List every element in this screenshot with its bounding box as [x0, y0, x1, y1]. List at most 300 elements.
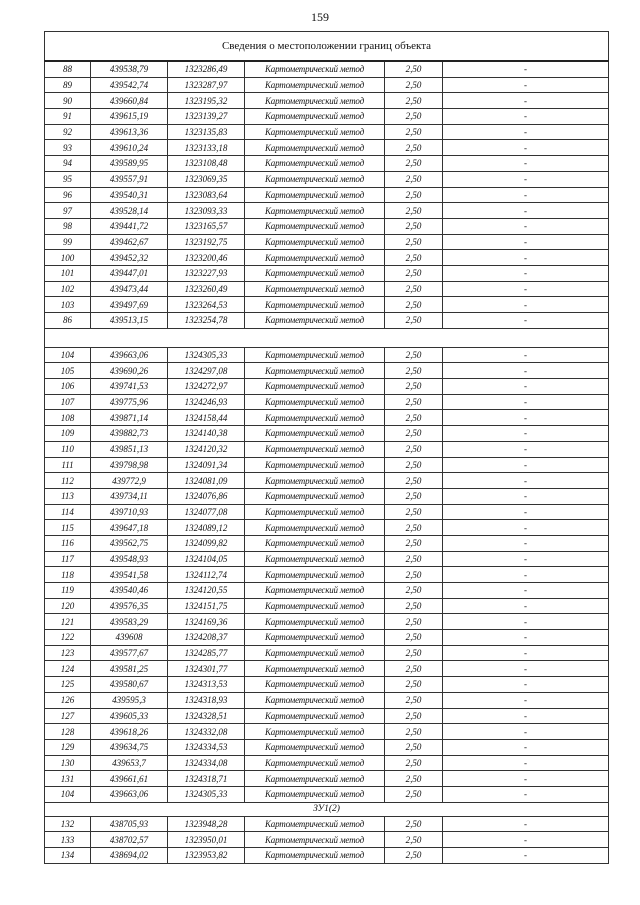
table-row [45, 93, 609, 109]
coord-y: 1324328,51 [168, 708, 245, 724]
description: - [443, 281, 609, 297]
description: - [443, 297, 609, 313]
coord-y: 1323227,93 [168, 265, 245, 281]
coord-y: 1324076,86 [168, 488, 245, 504]
table-row [45, 567, 609, 583]
table-row [45, 347, 609, 363]
description: - [443, 488, 609, 504]
point-number: 117 [45, 551, 91, 567]
point-number: 99 [45, 234, 91, 250]
method: Картометрический метод [245, 234, 385, 250]
point-number: 131 [45, 771, 91, 787]
coord-x: 439542,74 [91, 77, 168, 93]
table-row [45, 551, 609, 567]
point-number: 95 [45, 171, 91, 187]
point-number: 113 [45, 488, 91, 504]
method: Картометрический метод [245, 786, 385, 802]
table-row [45, 313, 609, 329]
precision: 2,50 [385, 61, 443, 77]
coord-x: 439710,93 [91, 504, 168, 520]
method: Картометрический метод [245, 140, 385, 156]
description: - [443, 394, 609, 410]
table-caption: Сведения о местоположении границ объекта [45, 32, 609, 62]
coord-y: 1323287,97 [168, 77, 245, 93]
precision: 2,50 [385, 520, 443, 536]
method: Картометрический метод [245, 394, 385, 410]
table-row [45, 297, 609, 313]
point-number: 111 [45, 457, 91, 473]
table-row [45, 218, 609, 234]
point-number: 118 [45, 567, 91, 583]
description: - [443, 551, 609, 567]
coord-x: 439610,24 [91, 140, 168, 156]
precision: 2,50 [385, 124, 443, 140]
coord-y: 1324077,08 [168, 504, 245, 520]
description: - [443, 739, 609, 755]
method: Картометрический метод [245, 692, 385, 708]
description: - [443, 457, 609, 473]
coord-x: 439851,13 [91, 441, 168, 457]
precision: 2,50 [385, 551, 443, 567]
precision: 2,50 [385, 771, 443, 787]
table-row [45, 504, 609, 520]
coord-x: 439447,01 [91, 265, 168, 281]
table-row [45, 363, 609, 379]
point-number: 132 [45, 816, 91, 832]
precision: 2,50 [385, 848, 443, 864]
method: Картометрический метод [245, 171, 385, 187]
coord-y: 1324246,93 [168, 394, 245, 410]
description: - [443, 156, 609, 172]
description: - [443, 77, 609, 93]
table-row [45, 124, 609, 140]
coord-y: 1324301,77 [168, 661, 245, 677]
method: Картометрический метод [245, 771, 385, 787]
point-number: 130 [45, 755, 91, 771]
coord-y: 1324120,32 [168, 441, 245, 457]
table-row [45, 140, 609, 156]
coord-y: 1323165,57 [168, 218, 245, 234]
coord-y: 1324318,71 [168, 771, 245, 787]
method: Картометрический метод [245, 250, 385, 266]
point-number: 86 [45, 313, 91, 329]
description: - [443, 535, 609, 551]
table-row [45, 614, 609, 630]
coord-x: 439583,29 [91, 614, 168, 630]
precision: 2,50 [385, 488, 443, 504]
coord-x: 439663,06 [91, 786, 168, 802]
coord-x: 439595,3 [91, 692, 168, 708]
description: - [443, 109, 609, 125]
table-row [45, 832, 609, 848]
coord-x: 439690,26 [91, 363, 168, 379]
precision: 2,50 [385, 661, 443, 677]
description: - [443, 218, 609, 234]
coord-x: 439580,67 [91, 677, 168, 693]
coord-y: 1323195,32 [168, 93, 245, 109]
method: Картометрический метод [245, 441, 385, 457]
table-row [45, 265, 609, 281]
description: - [443, 661, 609, 677]
table-row [45, 187, 609, 203]
point-number: 114 [45, 504, 91, 520]
coord-y: 1324305,33 [168, 347, 245, 363]
description: - [443, 347, 609, 363]
method: Картометрический метод [245, 265, 385, 281]
description: - [443, 504, 609, 520]
precision: 2,50 [385, 645, 443, 661]
description: - [443, 645, 609, 661]
method: Картометрический метод [245, 363, 385, 379]
precision: 2,50 [385, 786, 443, 802]
point-number: 122 [45, 630, 91, 646]
table-row [45, 171, 609, 187]
description: - [443, 140, 609, 156]
coord-x: 439613,36 [91, 124, 168, 140]
coord-y: 1323260,49 [168, 281, 245, 297]
point-number: 128 [45, 724, 91, 740]
table-row [45, 677, 609, 693]
precision: 2,50 [385, 755, 443, 771]
precision: 2,50 [385, 379, 443, 395]
method: Картометрический метод [245, 583, 385, 599]
coord-x: 439647,18 [91, 520, 168, 536]
point-number: 88 [45, 61, 91, 77]
table-row [45, 692, 609, 708]
coord-x: 439608 [91, 630, 168, 646]
coord-x: 439798,98 [91, 457, 168, 473]
precision: 2,50 [385, 77, 443, 93]
table-row [45, 156, 609, 172]
precision: 2,50 [385, 724, 443, 740]
coord-y: 1324208,37 [168, 630, 245, 646]
table-row [45, 473, 609, 489]
description: - [443, 614, 609, 630]
point-number: 120 [45, 598, 91, 614]
table-row [45, 535, 609, 551]
table-row [45, 379, 609, 395]
table-row [45, 441, 609, 457]
description: - [443, 93, 609, 109]
table-row [45, 583, 609, 599]
precision: 2,50 [385, 347, 443, 363]
method: Картометрический метод [245, 281, 385, 297]
method: Картометрический метод [245, 724, 385, 740]
precision: 2,50 [385, 441, 443, 457]
table-row [45, 109, 609, 125]
method: Картометрический метод [245, 473, 385, 489]
coord-y: 1323953,82 [168, 848, 245, 864]
description: - [443, 203, 609, 219]
point-number: 110 [45, 441, 91, 457]
table-row [45, 630, 609, 646]
point-number: 100 [45, 250, 91, 266]
method: Картометрический метод [245, 77, 385, 93]
coord-x: 439441,72 [91, 218, 168, 234]
precision: 2,50 [385, 535, 443, 551]
method: Картометрический метод [245, 755, 385, 771]
table-row [45, 645, 609, 661]
precision: 2,50 [385, 171, 443, 187]
precision: 2,50 [385, 297, 443, 313]
coord-y: 1324318,93 [168, 692, 245, 708]
point-number: 105 [45, 363, 91, 379]
coord-x: 439562,75 [91, 535, 168, 551]
coord-y: 1323192,75 [168, 234, 245, 250]
coord-x: 439615,19 [91, 109, 168, 125]
description: - [443, 598, 609, 614]
coord-x: 439618,26 [91, 724, 168, 740]
method: Картометрический метод [245, 61, 385, 77]
method: Картометрический метод [245, 551, 385, 567]
coord-x: 439605,33 [91, 708, 168, 724]
table-row [45, 661, 609, 677]
method: Картометрический метод [245, 109, 385, 125]
point-number: 106 [45, 379, 91, 395]
method: Картометрический метод [245, 218, 385, 234]
precision: 2,50 [385, 457, 443, 473]
coord-x: 439882,73 [91, 426, 168, 442]
method: Картометрический метод [245, 457, 385, 473]
coord-y: 1324099,82 [168, 535, 245, 551]
description: - [443, 786, 609, 802]
coord-y: 1323135,83 [168, 124, 245, 140]
group-separator-row [45, 328, 609, 347]
table-row [45, 281, 609, 297]
method: Картометрический метод [245, 187, 385, 203]
coord-x: 439540,46 [91, 583, 168, 599]
table-row [45, 786, 609, 802]
table-row [45, 816, 609, 832]
table-row [45, 457, 609, 473]
method: Картометрический метод [245, 832, 385, 848]
coord-x: 439513,15 [91, 313, 168, 329]
coord-y: 1323254,78 [168, 313, 245, 329]
coord-y: 1324151,75 [168, 598, 245, 614]
method: Картометрический метод [245, 848, 385, 864]
table-row [45, 755, 609, 771]
coord-x: 439634,75 [91, 739, 168, 755]
method: Картометрический метод [245, 124, 385, 140]
coord-x: 439473,44 [91, 281, 168, 297]
precision: 2,50 [385, 598, 443, 614]
precision: 2,50 [385, 473, 443, 489]
precision: 2,50 [385, 708, 443, 724]
coord-y: 1324334,53 [168, 739, 245, 755]
precision: 2,50 [385, 250, 443, 266]
coord-x: 438694,02 [91, 848, 168, 864]
coord-x: 439497,69 [91, 297, 168, 313]
description: - [443, 265, 609, 281]
coord-y: 1324158,44 [168, 410, 245, 426]
point-number: 90 [45, 93, 91, 109]
coord-y: 1323093,33 [168, 203, 245, 219]
point-number: 119 [45, 583, 91, 599]
coord-x: 439663,06 [91, 347, 168, 363]
coord-x: 439538,79 [91, 61, 168, 77]
point-number: 134 [45, 848, 91, 864]
method: Картометрический метод [245, 739, 385, 755]
coord-x: 439734,11 [91, 488, 168, 504]
point-number: 97 [45, 203, 91, 219]
point-number: 91 [45, 109, 91, 125]
table-row [45, 234, 609, 250]
description: - [443, 848, 609, 864]
precision: 2,50 [385, 218, 443, 234]
point-number: 94 [45, 156, 91, 172]
method: Картометрический метод [245, 488, 385, 504]
description: - [443, 313, 609, 329]
point-number: 127 [45, 708, 91, 724]
coord-x: 439557,91 [91, 171, 168, 187]
table-row [45, 724, 609, 740]
point-number: 125 [45, 677, 91, 693]
precision: 2,50 [385, 677, 443, 693]
description: - [443, 363, 609, 379]
point-number: 115 [45, 520, 91, 536]
table-row [45, 708, 609, 724]
description: - [443, 724, 609, 740]
table-row [45, 598, 609, 614]
method: Картометрический метод [245, 661, 385, 677]
point-number: 107 [45, 394, 91, 410]
coord-x: 439528,14 [91, 203, 168, 219]
coord-y: 1324140,38 [168, 426, 245, 442]
coord-y: 1323948,28 [168, 816, 245, 832]
coord-x: 438702,57 [91, 832, 168, 848]
coord-x: 439576,35 [91, 598, 168, 614]
precision: 2,50 [385, 281, 443, 297]
method: Картометрический метод [245, 297, 385, 313]
method: Картометрический метод [245, 614, 385, 630]
method: Картометрический метод [245, 504, 385, 520]
coord-x: 438705,93 [91, 816, 168, 832]
method: Картометрический метод [245, 379, 385, 395]
point-number: 89 [45, 77, 91, 93]
method: Картометрический метод [245, 816, 385, 832]
precision: 2,50 [385, 313, 443, 329]
method: Картометрический метод [245, 426, 385, 442]
coord-y: 1324091,34 [168, 457, 245, 473]
point-number: 93 [45, 140, 91, 156]
coord-y: 1324332,08 [168, 724, 245, 740]
description: - [443, 771, 609, 787]
precision: 2,50 [385, 265, 443, 281]
point-number: 124 [45, 661, 91, 677]
coord-x: 439871,14 [91, 410, 168, 426]
boundary-coordinates-table [44, 31, 609, 864]
precision: 2,50 [385, 234, 443, 250]
method: Картометрический метод [245, 347, 385, 363]
point-number: 126 [45, 692, 91, 708]
group-separator [45, 328, 609, 347]
table-row [45, 77, 609, 93]
table-row [45, 520, 609, 536]
point-number: 112 [45, 473, 91, 489]
method: Картометрический метод [245, 677, 385, 693]
description: - [443, 816, 609, 832]
coord-y: 1323083,64 [168, 187, 245, 203]
coord-y: 1324334,08 [168, 755, 245, 771]
coord-x: 439548,93 [91, 551, 168, 567]
coord-x: 439772,9 [91, 473, 168, 489]
precision: 2,50 [385, 109, 443, 125]
coord-y: 1323133,18 [168, 140, 245, 156]
point-number: 96 [45, 187, 91, 203]
point-number: 101 [45, 265, 91, 281]
description: - [443, 234, 609, 250]
precision: 2,50 [385, 426, 443, 442]
coord-x: 439581,25 [91, 661, 168, 677]
coord-y: 1324272,97 [168, 379, 245, 395]
method: Картометрический метод [245, 203, 385, 219]
coord-y: 1323286,49 [168, 61, 245, 77]
coord-y: 1323139,27 [168, 109, 245, 125]
coord-x: 439660,84 [91, 93, 168, 109]
description: - [443, 250, 609, 266]
table-caption-row [45, 32, 609, 62]
section-label-row [45, 802, 609, 816]
description: - [443, 410, 609, 426]
method: Картометрический метод [245, 313, 385, 329]
coord-x: 439741,53 [91, 379, 168, 395]
point-number: 108 [45, 410, 91, 426]
description: - [443, 441, 609, 457]
coord-y: 1323950,01 [168, 832, 245, 848]
coord-x: 439577,67 [91, 645, 168, 661]
description: - [443, 187, 609, 203]
coord-y: 1323108,48 [168, 156, 245, 172]
coord-y: 1324120,55 [168, 583, 245, 599]
coord-y: 1323264,53 [168, 297, 245, 313]
precision: 2,50 [385, 363, 443, 379]
description: - [443, 124, 609, 140]
coord-y: 1324169,36 [168, 614, 245, 630]
method: Картометрический метод [245, 156, 385, 172]
coord-x: 439589,95 [91, 156, 168, 172]
precision: 2,50 [385, 140, 443, 156]
table-row [45, 848, 609, 864]
precision: 2,50 [385, 630, 443, 646]
coord-x: 439541,58 [91, 567, 168, 583]
page-number: 159 [311, 10, 329, 24]
coord-y: 1324089,12 [168, 520, 245, 536]
precision: 2,50 [385, 504, 443, 520]
coord-y: 1324305,33 [168, 786, 245, 802]
precision: 2,50 [385, 692, 443, 708]
precision: 2,50 [385, 583, 443, 599]
table-row [45, 61, 609, 77]
description: - [443, 755, 609, 771]
coord-y: 1324285,77 [168, 645, 245, 661]
point-number: 103 [45, 297, 91, 313]
coord-x: 439653,7 [91, 755, 168, 771]
table-row [45, 250, 609, 266]
coord-y: 1323069,35 [168, 171, 245, 187]
table-row [45, 488, 609, 504]
point-number: 133 [45, 832, 91, 848]
table-row [45, 771, 609, 787]
method: Картометрический метод [245, 567, 385, 583]
coord-y: 1324104,05 [168, 551, 245, 567]
description: - [443, 426, 609, 442]
point-number: 92 [45, 124, 91, 140]
coord-y: 1324297,08 [168, 363, 245, 379]
coord-y: 1324112,74 [168, 567, 245, 583]
coord-x: 439775,96 [91, 394, 168, 410]
method: Картометрический метод [245, 645, 385, 661]
point-number: 129 [45, 739, 91, 755]
